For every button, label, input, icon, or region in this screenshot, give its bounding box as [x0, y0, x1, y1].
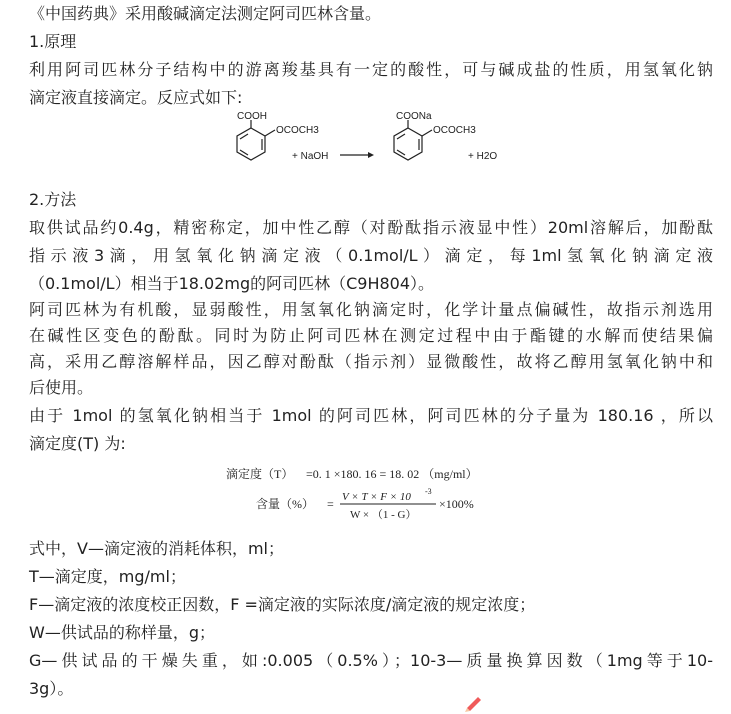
- intro-line: 《中国药典》采用酸碱滴定法测定阿司匹林含量。: [29, 4, 382, 23]
- method-line: 取供试品约0.4g，精密称定，加中性乙醇（对酚酞指示液显中性）20ml溶解后，加酚酞: [29, 218, 713, 237]
- pencil-icon[interactable]: [463, 694, 483, 712]
- method-line: 高，采用乙醇溶解样品，因乙醇对酚酞（指示剂）显微酸性，故将乙醇用氢氧化钠中和: [29, 352, 713, 371]
- definition-line: W—供试品的称样量，g；: [29, 623, 215, 642]
- principle-line: 滴定液直接滴定。反应式如下:: [29, 88, 243, 107]
- numerator-exponent: -3: [425, 487, 432, 496]
- titer-label: 滴定度（T）: [226, 467, 294, 481]
- fraction-numerator: V × T × F × 10: [342, 491, 411, 503]
- reactant-cooh: COOH: [237, 111, 267, 122]
- reactant-structure: [237, 120, 275, 160]
- method-line: 阿司匹林为有机酸，显弱酸性，用氢氧化钠滴定时，化学计量点偏碱性，故指示剂选用: [29, 300, 713, 319]
- reactant-ococh3: OCOCH3: [276, 125, 319, 136]
- equals-sign: =: [327, 497, 334, 511]
- reaction-arrow: [340, 152, 374, 158]
- principle-heading: 1.原理: [29, 32, 77, 51]
- method-line: 指 示 液 3 滴 ， 用 氢 氧 化 钠 滴 定 液 （ 0.1mol/L ） 滴 定 ， 每 1ml 氢 氧 化 钠 滴 定 液: [29, 246, 713, 265]
- definition-line: 3g）。: [29, 679, 74, 698]
- method-line: 滴定度(T) 为:: [29, 434, 126, 453]
- definition-line: F—滴定液的浓度校正因数，F =滴定液的实际浓度/滴定液的规定浓度；: [29, 595, 536, 614]
- method-line: 由于 1mol 的氢氧化钠相当于 1mol 的阿司匹林，阿司匹林的分子量为 180.16 ，所以: [29, 406, 713, 425]
- reaction-scheme: [0, 108, 731, 174]
- method-line: （0.1mol/L）相当于18.02mg的阿司匹林（C9H804）。: [29, 274, 435, 293]
- fraction-denominator: W × （1 - G）: [350, 509, 417, 521]
- method-line: 在碱性区变色的酚酞。同时为防止阿司匹林在测定过程中由于酯键的水解而使结果偏: [29, 326, 713, 345]
- definition-line: T—滴定度，mg/ml；: [29, 567, 186, 586]
- principle-line: 利用阿司匹林分子结构中的游离羧基具有一定的酸性，可与碱成盐的性质，用氢氧化钠: [29, 60, 713, 79]
- product-ococh3: OCOCH3: [433, 125, 476, 136]
- definition-line: 式中，V—滴定液的消耗体积，ml；: [29, 539, 284, 558]
- plus-naoh: + NaOH: [292, 151, 329, 162]
- method-line: 后使用。: [29, 378, 94, 397]
- titer-equations: [0, 462, 731, 526]
- method-heading: 2.方法: [29, 190, 77, 209]
- content-label: 含量（%）: [256, 497, 314, 511]
- definition-line: G—供试品的干燥失重，如:0.005（0.5%）；10-3—质量换算因数（1mg等于10-: [29, 651, 713, 670]
- plus-water: + H2O: [468, 151, 498, 162]
- percent-factor: ×100%: [439, 497, 474, 511]
- titer-expression: =0. 1 ×180. 16 = 18. 02 （mg/ml）: [306, 467, 478, 481]
- product-structure: [394, 120, 432, 160]
- product-coona: COONa: [396, 111, 432, 122]
